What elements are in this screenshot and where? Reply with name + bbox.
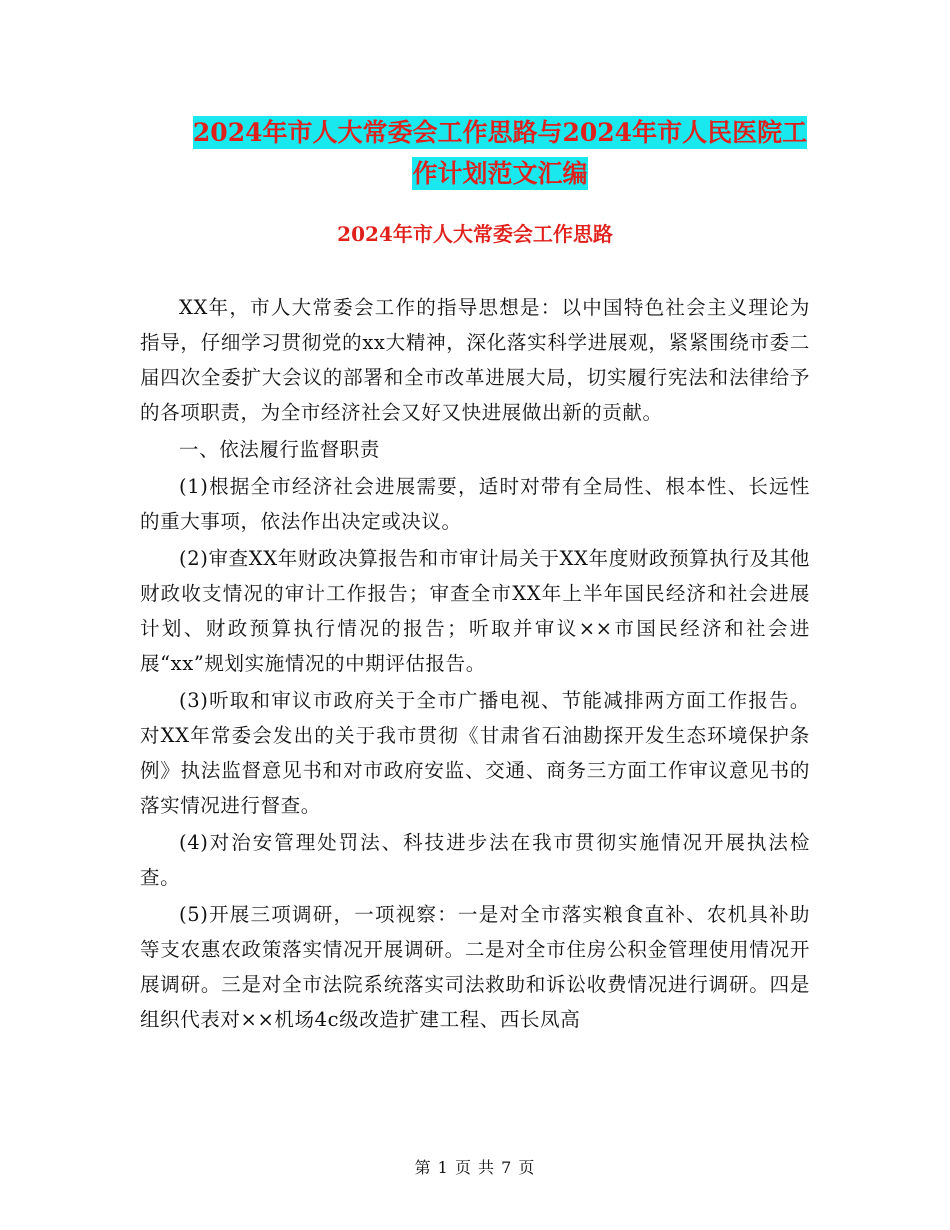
paragraph-item-3: (3)听取和审议市政府关于全市广播电视、节能减排两方面工作报告。对XX年常委会发出的关于我市贯彻《甘肃省石油勘探开发生态环境保护条例》执法监督意见书和对市政府安监、交通、商务三方面工作审议意见书的落实情况进行督查。 <box>140 689 810 817</box>
paragraph-item-4: (4)对治安管理处罚法、科技进步法在我市贯彻实施情况开展执法检查。 <box>140 831 810 889</box>
document-body <box>140 290 810 1039</box>
section-title: 2024年市人大常委会工作思路 <box>337 222 613 246</box>
document-title <box>140 112 860 194</box>
paragraph-item-1: (1)根据全市经济社会进展需要，适时对带有全局性、根本性、长远性的重大事项，依法作出决定或决议。 <box>140 475 810 533</box>
document-title-line-2: 作计划范文汇编 <box>412 159 588 188</box>
document-title-line-1: 2024年市人大常委会工作思路与2024年市人民医院工 <box>192 118 808 147</box>
paragraph-intro: XX年，市人大常委会工作的指导思想是：以中国特色社会主义理论为指导，仔细学习贯彻党的xx大精神，深化落实科学进展观，紧紧围绕市委二届四次全委扩大会议的部署和全市改革进展大局，切实履行宪法和法律给予的各项职责，为全市经济社会又好又快进展做出新的贡献。 <box>140 296 810 424</box>
page-footer: 第 1 页 共 7 页 <box>414 1158 536 1177</box>
paragraph-item-5: (5)开展三项调研，一项视察：一是对全市落实粮食直补、农机具补助等支农惠农政策落实情况开展调研。二是对全市住房公积金管理使用情况开展调研。三是对全市法院系统落实司法救助和诉讼收费情况进行调研。四是组织代表对××机场4c级改造扩建工程、西长凤高 <box>140 903 810 1031</box>
paragraph-item-2: (2)审查XX年财政决算报告和市审计局关于XX年度财政预算执行及其他财政收支情况的审计工作报告；审查全市XX年上半年国民经济和社会进展计划、财政预算执行情况的报告；听取并审议××市国民经济和社会进展“xx”规划实施情况的中期评估报告。 <box>140 547 810 675</box>
paragraph-heading-1: 一、依法履行监督职责 <box>179 438 381 461</box>
